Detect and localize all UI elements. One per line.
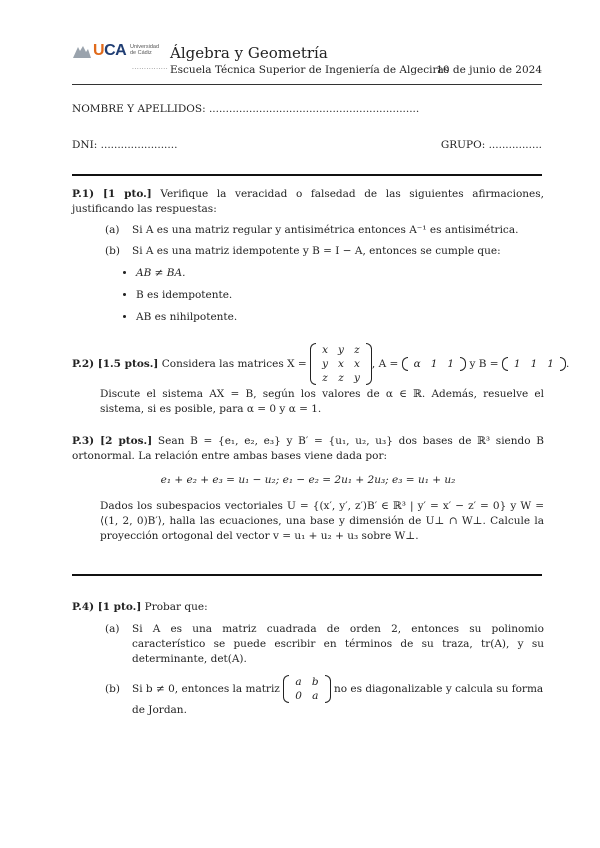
matrix-x-entry: y	[338, 344, 344, 356]
logo-university-text: Universidad de Cádiz	[130, 44, 160, 56]
p3-equations: e₁ + e₂ + e₃ = u₁ − u₂; e₁ − e₂ = 2u₁ + 2u₃; e₃ = u₁ + u₂	[160, 474, 456, 486]
school-name: Escuela Técnica Superior de Ingeniería de Algeciras	[170, 64, 450, 76]
matrix-m-entry: a	[312, 690, 319, 702]
matrix-m-entry: a	[295, 676, 302, 688]
course-title: Álgebra y Geometría	[170, 44, 328, 62]
p4-item-b	[72, 675, 544, 718]
group-label: GRUPO:	[440, 139, 486, 151]
p3-statement: Sean B = {e₁, e₂, e₃} y B′ = {u₁, u₂, u₃} dos bases de ℝ³ siendo B ortonormal. La relación entre ambas bases viene dada por:	[72, 435, 545, 462]
problem-4	[72, 600, 544, 718]
p4-b-pre: Si b ≠ 0, entonces la matriz	[132, 683, 280, 695]
group-dots: ................	[488, 139, 542, 151]
p2-label: P.2) [1.5 ptos.]	[72, 358, 159, 370]
p2-intro: Considera las matrices X =	[161, 358, 307, 370]
p1-statement: Verifique la veracidad o falsedad de las siguientes afirmaciones, justificando las respuestas:	[72, 188, 544, 215]
matrix-a-entry: 1	[430, 358, 438, 370]
matrix-x-entry: z	[354, 344, 360, 356]
name-dots: ...............................................................	[208, 103, 420, 115]
matrix-m-entry: b	[311, 676, 319, 688]
p1-bullet: • AB ≠ BA.	[136, 266, 544, 281]
p1-item-b	[72, 244, 544, 259]
matrix-a	[402, 357, 466, 371]
p2-a-text: , A =	[371, 358, 399, 370]
matrix-x-entry: y	[353, 372, 360, 384]
dni-field	[72, 139, 177, 151]
matrix-b-entry: 1	[530, 358, 538, 370]
matrix-x-entry: x	[322, 344, 328, 356]
p1-item-a	[72, 223, 544, 238]
p3-label: P.3) [2 ptos.]	[72, 435, 153, 447]
p1-b-tag: (b)	[105, 245, 120, 257]
p4-b-tag: (b)	[105, 683, 120, 695]
problem-2	[72, 343, 570, 417]
matrix-x-entry: z	[338, 372, 344, 384]
dni-label: DNI:	[72, 139, 98, 151]
p2-end: .	[565, 358, 570, 370]
p4-statement: Probar que:	[144, 601, 208, 613]
matrix-a-entry: α	[413, 358, 421, 370]
matrix-a-entry: 1	[447, 358, 455, 370]
problem-3	[72, 434, 544, 544]
matrix-x-entry: x	[353, 358, 360, 370]
logo-brand: UCA	[93, 42, 127, 59]
logo-mark-icon	[72, 44, 92, 60]
p2-y-text: y B =	[469, 358, 499, 370]
p1-bullet: • AB es nihilpotente.	[136, 310, 544, 325]
p2-discussion: Discute el sistema AX = B, según los valores de α ∈ ℝ. Además, resuelve el sistema, si es posible, para α = 0 y α = 1.	[100, 388, 544, 415]
p3-subspaces: Dados los subespacios vectoriales U = {(x′, y′, z′)B′ ∈ ℝ³ | y′ = x′ − z′ = 0} y W = ⟨(1, 2, 0)B′⟩, halla las ecuaciones, una base y dimensión de U⊥ ∩ W⊥. Calcule la proyección ortogonal del vector v = u₁ + u₂ + u₃ sobre W⊥.	[100, 500, 544, 542]
matrix-x-entry: y	[322, 358, 329, 370]
p1-a-text: Si A es una matriz regular y antisimétrica entonces A⁻¹ es antisimétrica.	[132, 224, 519, 236]
matrix-m-entry: 0	[295, 690, 302, 702]
name-label: NOMBRE Y APELLIDOS:	[72, 103, 206, 115]
matrix-b-entry: 1	[547, 358, 554, 370]
middle-divider	[72, 574, 542, 576]
p1-a-tag: (a)	[105, 224, 120, 236]
p4-a-text: Si A es una matriz cuadrada de orden 2, entonces su polinomio característico se puede escribir en términos de su traza, tr(A), y su determinante, det(A).	[132, 623, 544, 665]
logo-dots: ···············	[132, 66, 169, 73]
p1-b-text: Si A es una matriz idempotente y B = I − A, entonces se cumple que:	[132, 245, 501, 257]
p4-label: P.4) [1 pto.]	[72, 601, 142, 613]
matrix-x	[310, 343, 372, 385]
p1-label: P.1) [1 pto.]	[72, 188, 152, 200]
matrix-x-entry: z	[322, 372, 328, 384]
p4-item-a	[72, 622, 544, 667]
matrix-m	[283, 675, 330, 703]
group-field	[441, 139, 542, 151]
p1-bullet-list	[72, 266, 544, 325]
p4-a-tag: (a)	[105, 623, 120, 635]
matrix-b	[502, 357, 566, 371]
p4-b-post: no es diagonalizable y calcula su forma de Jordan.	[132, 683, 544, 716]
problem-1	[72, 187, 544, 332]
exam-date: 10 de junio de 2024	[436, 64, 542, 76]
header-rule	[72, 84, 542, 85]
p1-bullet: • B es idempotente.	[136, 288, 544, 303]
dni-dots: .......................	[100, 139, 178, 151]
matrix-x-entry: x	[338, 358, 344, 370]
name-field	[72, 103, 419, 115]
matrix-b-entry: 1	[513, 358, 521, 370]
university-logo	[72, 42, 168, 76]
top-divider	[72, 174, 542, 176]
